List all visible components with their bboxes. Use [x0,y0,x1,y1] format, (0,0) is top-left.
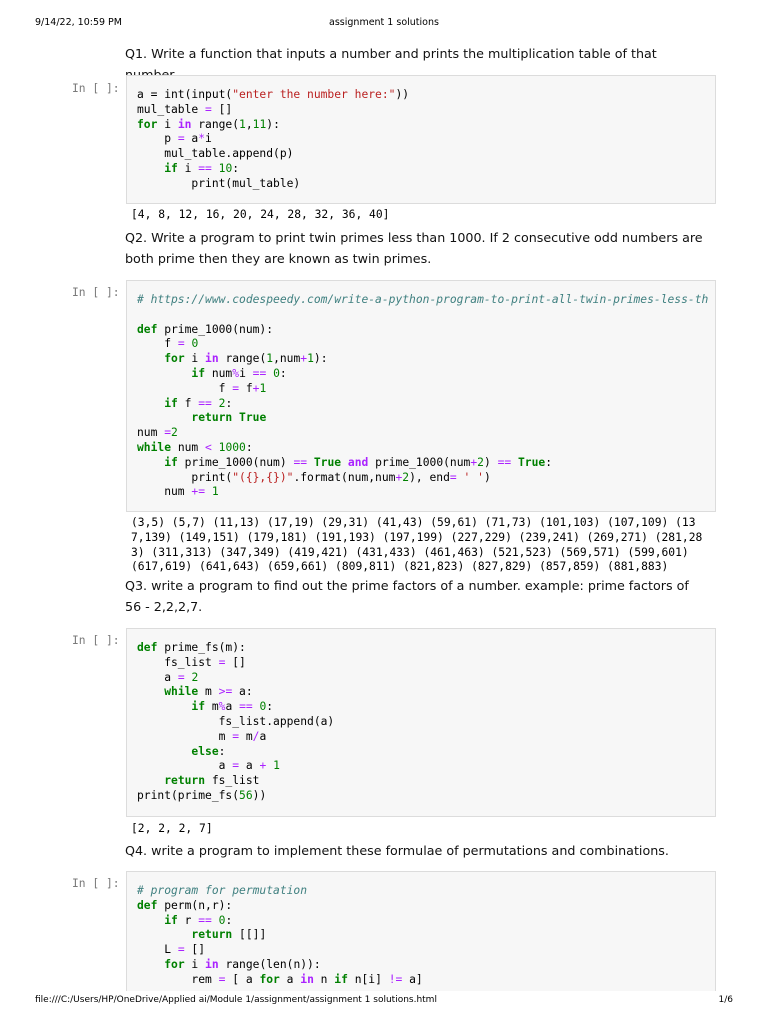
question-3: Q3. write a program to find out the prime factors of a number. example: prime factors of 56 - 2,2,2,7. [125,578,689,614]
print-datetime: 9/14/22, 10:59 PM [35,17,122,28]
print-header [35,17,733,31]
code-cell-3[interactable] [126,628,716,817]
code-content-4: # program for permutation def perm(n,r): if r == 0: return [[]] L = [] for i in range(len(n)): rem = [ a for a in n if n[i] != a] [137,884,423,986]
code-cell-2[interactable] [126,280,716,512]
question-4: Q4. write a program to implement these formulae of permutations and combinations. [125,843,669,858]
output-2: (3,5) (5,7) (11,13) (17,19) (29,31) (41,43) (59,61) (71,73) (101,103) (107,109) (13 7,139) (149,151) (179,181) (191,193) (197,199) (227,229) (239,241) (269,271) (281,28 3) (311,313) (347,349) (419,421) (431,433) (461,463) (521,523) (569,571) (599,601) (617,619) (641,643) (659,661) (809,811) (821,823) (827,829) (857,859) (881,883) [131,516,703,574]
file-path: file:///C:/Users/HP/OneDrive/Applied ai/Module 1/assignment/assignment 1 solutions.html [35,995,437,1005]
document-title: assignment 1 solutions [329,17,439,28]
code-cell-1[interactable] [126,75,716,204]
input-prompt-4: In [ ]: [72,877,120,890]
code-content-2: # https://www.codespeedy.com/write-a-python-program-to-print-all-twin-primes-less-th def prime_1000(num): f = 0 for i in range(1,num+1): if num%i == 0: f = f+1 if f == 2: return True num =2 while num < 1000: if prime_1000(num) == True and prime_1000(num+2) == True: print("({},{})".format(num,num+2), end= ' ') num += 1 [137,293,709,499]
code-cell-4[interactable] [126,871,716,991]
code-content-3: def prime_fs(m): fs_list = [] a = 2 while m >= a: if m%a == 0: fs_list.append(a) m = m/a else: a = a + 1 return fs_list print(prime_fs(56)) [137,641,335,802]
print-footer [35,995,733,1009]
input-prompt-1: In [ ]: [72,82,120,95]
question-2: Q2. Write a program to print twin primes less than 1000. If 2 consecutive odd numbers are both prime then they are known as twin primes. [125,230,703,266]
input-prompt-2: In [ ]: [72,286,120,299]
output-3: [2, 2, 2, 7] [131,822,213,835]
page-number: 1/6 [718,995,733,1005]
question-1: Q1. Write a function that inputs a number and prints the multiplication table of that [125,46,657,61]
output-1: [4, 8, 12, 16, 20, 24, 28, 32, 36, 40] [131,208,390,221]
code-content-1: a = int(input("enter the number here:")) mul_table = [] for i in range(1,11): p = a*i mul_table.append(p) if i == 10: print(mul_table) [137,88,410,190]
input-prompt-3: In [ ]: [72,634,120,647]
